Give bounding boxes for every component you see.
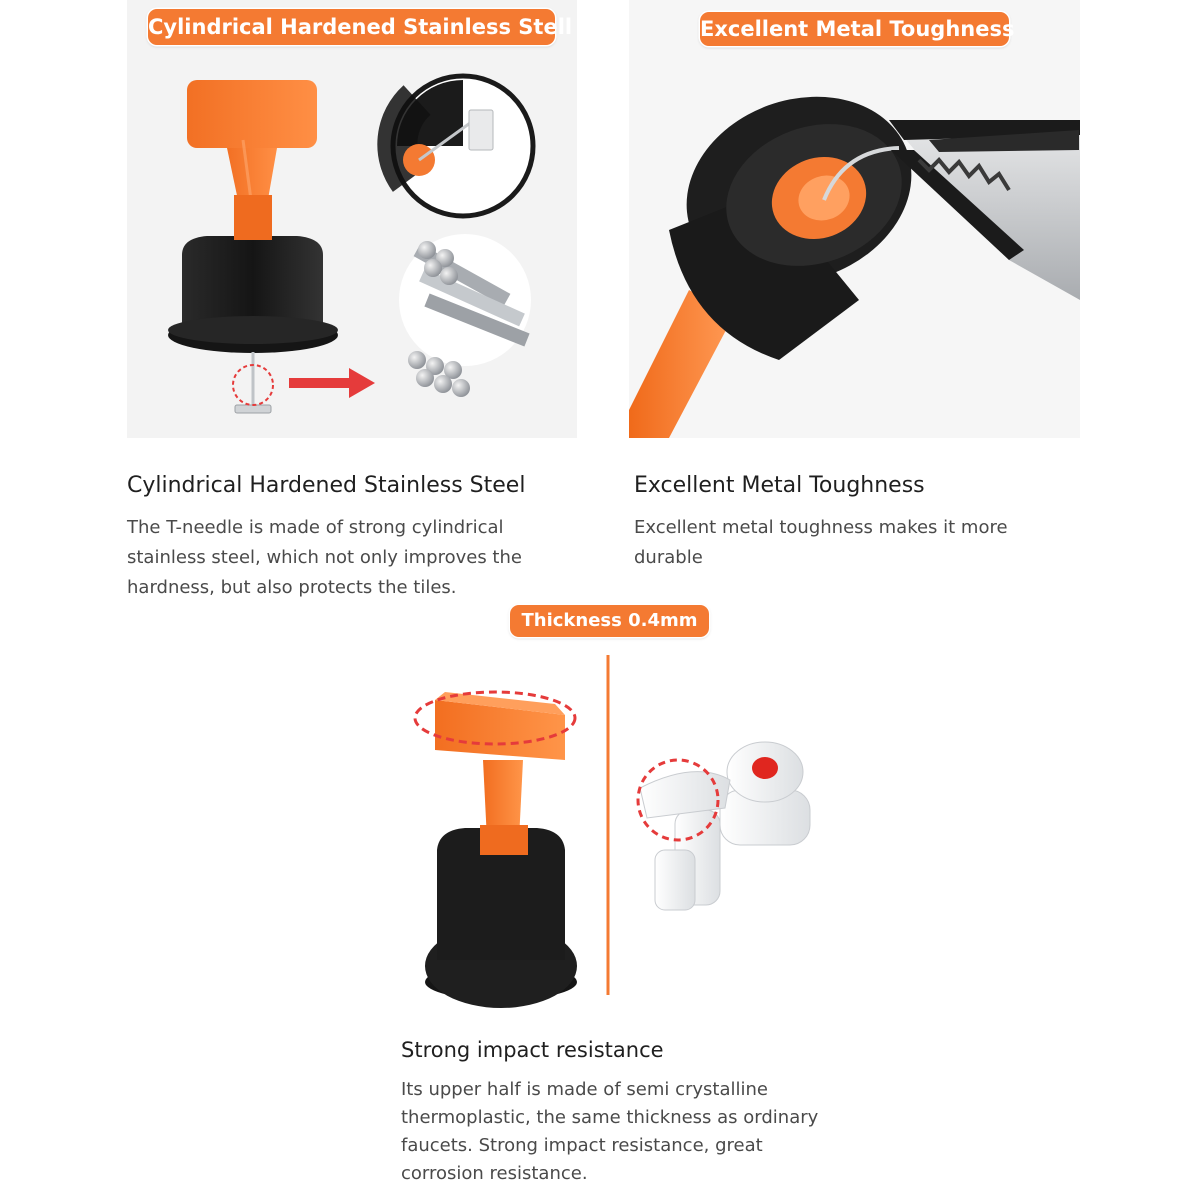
- steel-rods-icon: [399, 234, 531, 397]
- impact-resistance-title: Strong impact resistance: [401, 1038, 664, 1062]
- hardened-steel-image-panel: [127, 0, 577, 438]
- toughness-description: Excellent metal toughness makes it more durable: [634, 517, 1008, 568]
- hardened-steel-description: The T-needle is made of strong cylindrical stainless steel, which not only improves the hardness, but also protects the tiles.: [127, 517, 522, 598]
- t-needle-leveler-illustration: [168, 80, 338, 413]
- impact-resistance-description: Its upper half is made of semi crystalline thermoplastic, the same thickness as ordinary faucets. Strong impact resistance, great corrosion resistance.: [401, 1079, 819, 1184]
- pliers-illustration: [889, 120, 1080, 300]
- toughness-badge: Excellent Metal Toughness: [700, 12, 1009, 46]
- toughness-image-panel: [629, 0, 1080, 438]
- hardened-steel-badge: Cylindrical Hardened Stainless Stell: [148, 9, 555, 45]
- thickness-illustration: [395, 640, 835, 1010]
- thickness-image-panel: [395, 640, 835, 1010]
- hardened-steel-illustration: [127, 0, 577, 438]
- faucet-illustration: [638, 742, 810, 910]
- toughness-illustration: [629, 0, 1080, 438]
- thickness-badge: Thickness 0.4mm: [510, 605, 709, 637]
- hardened-steel-title: Cylindrical Hardened Stainless Steel: [127, 473, 526, 498]
- toughness-title: Excellent Metal Toughness: [634, 473, 925, 498]
- red-arrow-icon: [289, 368, 375, 398]
- t-needle-leveler-illustration: [415, 692, 577, 1008]
- zoom-circle-icon: [393, 76, 533, 216]
